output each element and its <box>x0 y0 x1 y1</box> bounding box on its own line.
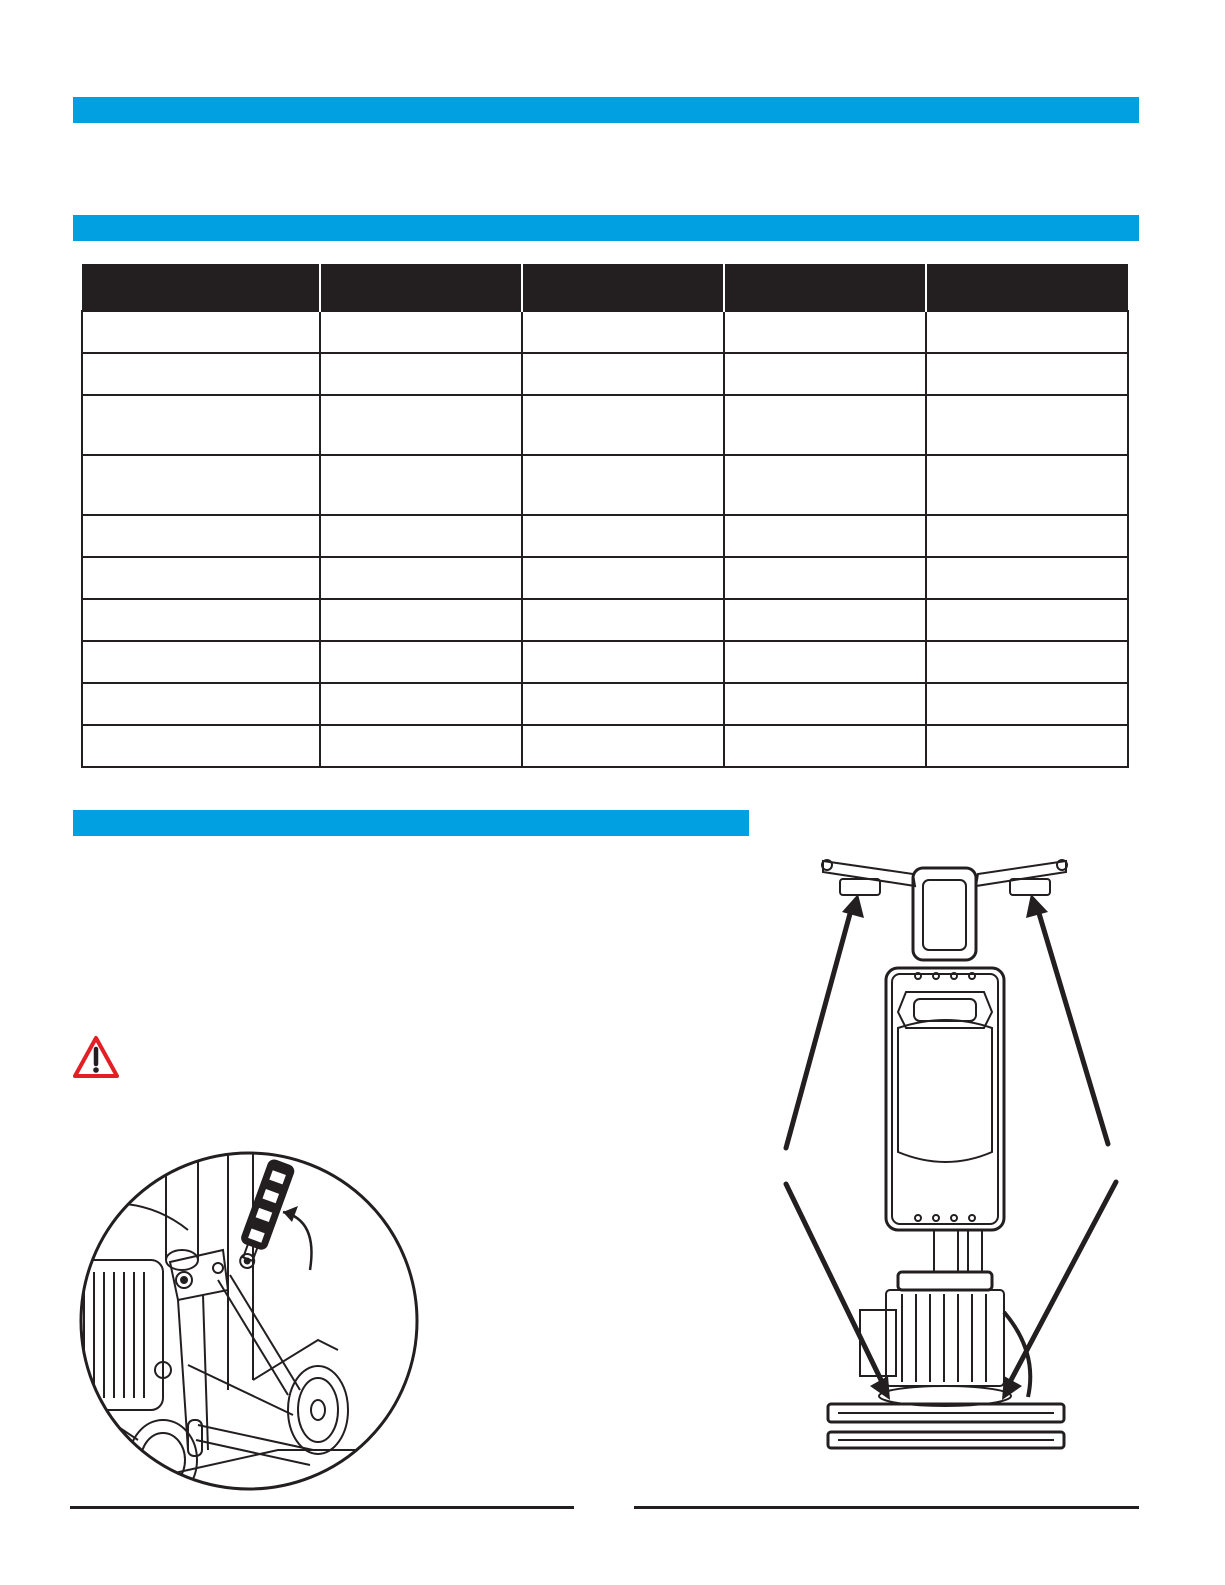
table-cell <box>320 725 522 767</box>
table-cell <box>724 455 926 515</box>
table-cell <box>926 455 1128 515</box>
table-cell <box>82 641 320 683</box>
footer-rule-left <box>70 1506 574 1509</box>
table-row <box>82 641 1128 683</box>
table-cell <box>926 515 1128 557</box>
table-cell <box>522 455 724 515</box>
table-cell <box>926 683 1128 725</box>
table-cell <box>320 515 522 557</box>
table-cell <box>522 641 724 683</box>
table-cell <box>724 395 926 455</box>
table-header-cell <box>320 264 522 311</box>
table-cell <box>522 353 724 395</box>
table-row <box>82 683 1128 725</box>
table-cell <box>522 725 724 767</box>
specifications-table <box>81 264 1129 768</box>
table-cell <box>320 683 522 725</box>
table-cell <box>320 353 522 395</box>
table-cell <box>82 455 320 515</box>
table-cell <box>522 395 724 455</box>
table-cell <box>320 455 522 515</box>
table-cell <box>320 599 522 641</box>
section-header-band-1 <box>73 97 1139 123</box>
table-cell <box>320 641 522 683</box>
table-cell <box>320 311 522 353</box>
table-cell <box>522 599 724 641</box>
table-cell <box>926 395 1128 455</box>
table-cell <box>82 311 320 353</box>
table-header-cell <box>926 264 1128 311</box>
table-cell <box>724 683 926 725</box>
table-cell <box>82 683 320 725</box>
table-cell <box>82 515 320 557</box>
table-cell <box>82 599 320 641</box>
section-header-band-2 <box>73 215 1139 241</box>
table-cell <box>522 683 724 725</box>
table-cell <box>82 557 320 599</box>
table-cell <box>522 311 724 353</box>
table-cell <box>926 557 1128 599</box>
table-cell <box>320 395 522 455</box>
table-cell <box>926 641 1128 683</box>
table-cell <box>82 395 320 455</box>
table-row <box>82 599 1128 641</box>
table-row <box>82 311 1128 353</box>
floor-machine-front-illustration <box>778 852 1128 1456</box>
table-cell <box>926 599 1128 641</box>
table-row <box>82 515 1128 557</box>
table-cell <box>82 725 320 767</box>
table-cell <box>724 353 926 395</box>
footer-rule-right <box>634 1506 1139 1509</box>
section-header-band-3 <box>73 810 749 836</box>
table-header-row <box>82 264 1128 311</box>
table-header-cell <box>82 264 320 311</box>
table-cell <box>522 515 724 557</box>
table-cell <box>926 353 1128 395</box>
table-cell <box>926 725 1128 767</box>
table-cell <box>320 557 522 599</box>
table-row <box>82 353 1128 395</box>
warning-triangle-icon <box>72 1035 120 1079</box>
table-cell <box>724 515 926 557</box>
table-cell <box>724 557 926 599</box>
table-row <box>82 557 1128 599</box>
table-header-cell <box>522 264 724 311</box>
table-row <box>82 725 1128 767</box>
table-row <box>82 395 1128 455</box>
table-cell <box>724 641 926 683</box>
table-row <box>82 455 1128 515</box>
table-cell <box>724 725 926 767</box>
table-cell <box>724 311 926 353</box>
table-cell <box>82 353 320 395</box>
table-header-cell <box>724 264 926 311</box>
table-cell <box>926 311 1128 353</box>
handle-lever-detail-illustration <box>78 1150 420 1492</box>
table-cell <box>724 599 926 641</box>
table-cell <box>522 557 724 599</box>
